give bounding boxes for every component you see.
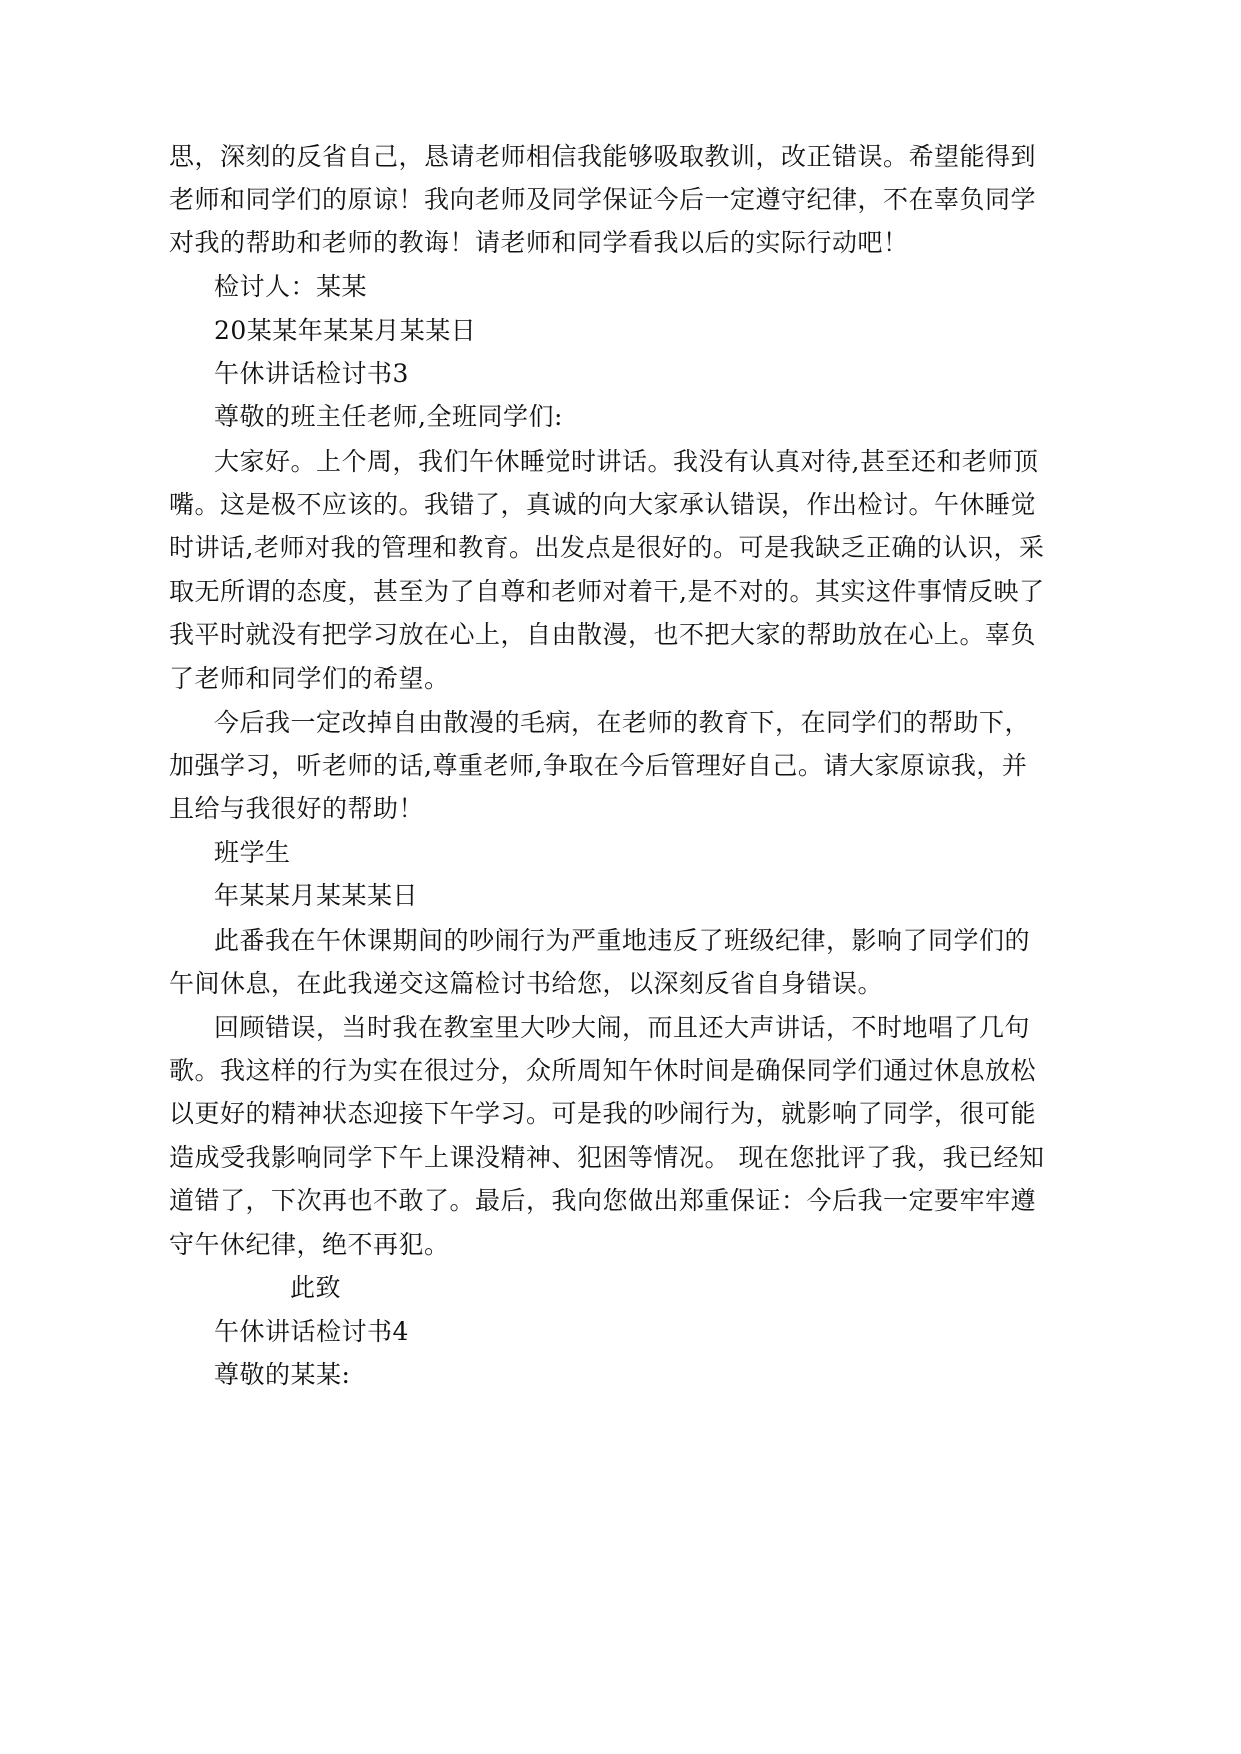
paragraph-line: 今后我一定改掉自由散漫的毛病，在老师的教育下，在同学们的帮助下， (214, 708, 1031, 737)
paragraph-line: 此番我在午休课期间的吵闹行为严重地违反了班级纪律，影响了同学们的 (214, 926, 1031, 955)
paragraph-line: 老师和同学们的原谅！我向老师及同学保证今后一定遵守纪律，不在辜负同学 (169, 185, 1037, 214)
salutation: 尊敬的某某: (214, 1360, 351, 1389)
paragraph-line: 午间休息，在此我递交这篇检讨书给您，以深刻反省自身错误。 (169, 969, 884, 998)
closing-line: 此致 (290, 1273, 342, 1302)
paragraph-line: 大家好。上个周，我们午休睡觉时讲话。我没有认真对待,甚至还和老师顶 (214, 447, 1039, 476)
date-line: 年某某月某某某日 (214, 881, 419, 910)
section-title: 午休讲话检讨书4 (214, 1317, 409, 1346)
salutation: 尊敬的班主任老师,全班同学们: (214, 402, 563, 431)
paragraph-line: 取无所谓的态度，甚至为了自尊和老师对着干,是不对的。其实这件事情反映了 (169, 577, 1045, 606)
paragraph-line: 造成受我影响同学下午上课没精神、犯困等情况。 现在您批评了我，我已经知 (169, 1143, 1045, 1172)
paragraph-line: 回顾错误，当时我在教室里大吵大闹，而且还大声讲话，不时地唱了几句 (214, 1013, 1031, 1042)
paragraph-line: 对我的帮助和老师的教诲！请老师和同学看我以后的实际行动吧！ (169, 228, 909, 257)
paragraph-line: 歌。我这样的行为实在很过分，众所周知午休时间是确保同学们通过休息放松 (169, 1056, 1037, 1085)
paragraph-line: 加强学习，听老师的话,尊重老师,争取在今后管理好自己。请大家原谅我，并 (169, 751, 1028, 780)
paragraph-line: 守午休纪律，绝不再犯。 (169, 1230, 450, 1259)
signature-line: 班学生 (214, 838, 291, 867)
signature-line: 检讨人：某某 (214, 272, 368, 301)
paragraph-line: 我平时就没有把学习放在心上，自由散漫，也不把大家的帮助放在心上。辜负 (169, 620, 1037, 649)
paragraph-line: 时讲话,老师对我的管理和教育。出发点是很好的。可是我缺乏正确的认识，采 (169, 533, 1045, 562)
section-title: 午休讲话检讨书3 (214, 359, 409, 388)
paragraph-line: 以更好的精神状态迎接下午学习。可是我的吵闹行为，就影响了同学，很可能 (169, 1099, 1037, 1128)
date-line: 20某某年某某月某某日 (214, 316, 477, 345)
paragraph-line: 道错了，下次再也不敢了。最后，我向您做出郑重保证：今后我一定要牢牢遵 (169, 1186, 1037, 1215)
paragraph-line: 嘴。这是极不应该的。我错了，真诚的向大家承认错误，作出检讨。午休睡觉 (169, 490, 1037, 519)
paragraph-line: 且给与我很好的帮助！ (169, 794, 425, 823)
paragraph-line: 思，深刻的反省自己，恳请老师相信我能够吸取教训，改正错误。希望能得到 (169, 142, 1037, 171)
paragraph-line: 了老师和同学们的希望。 (169, 664, 450, 693)
